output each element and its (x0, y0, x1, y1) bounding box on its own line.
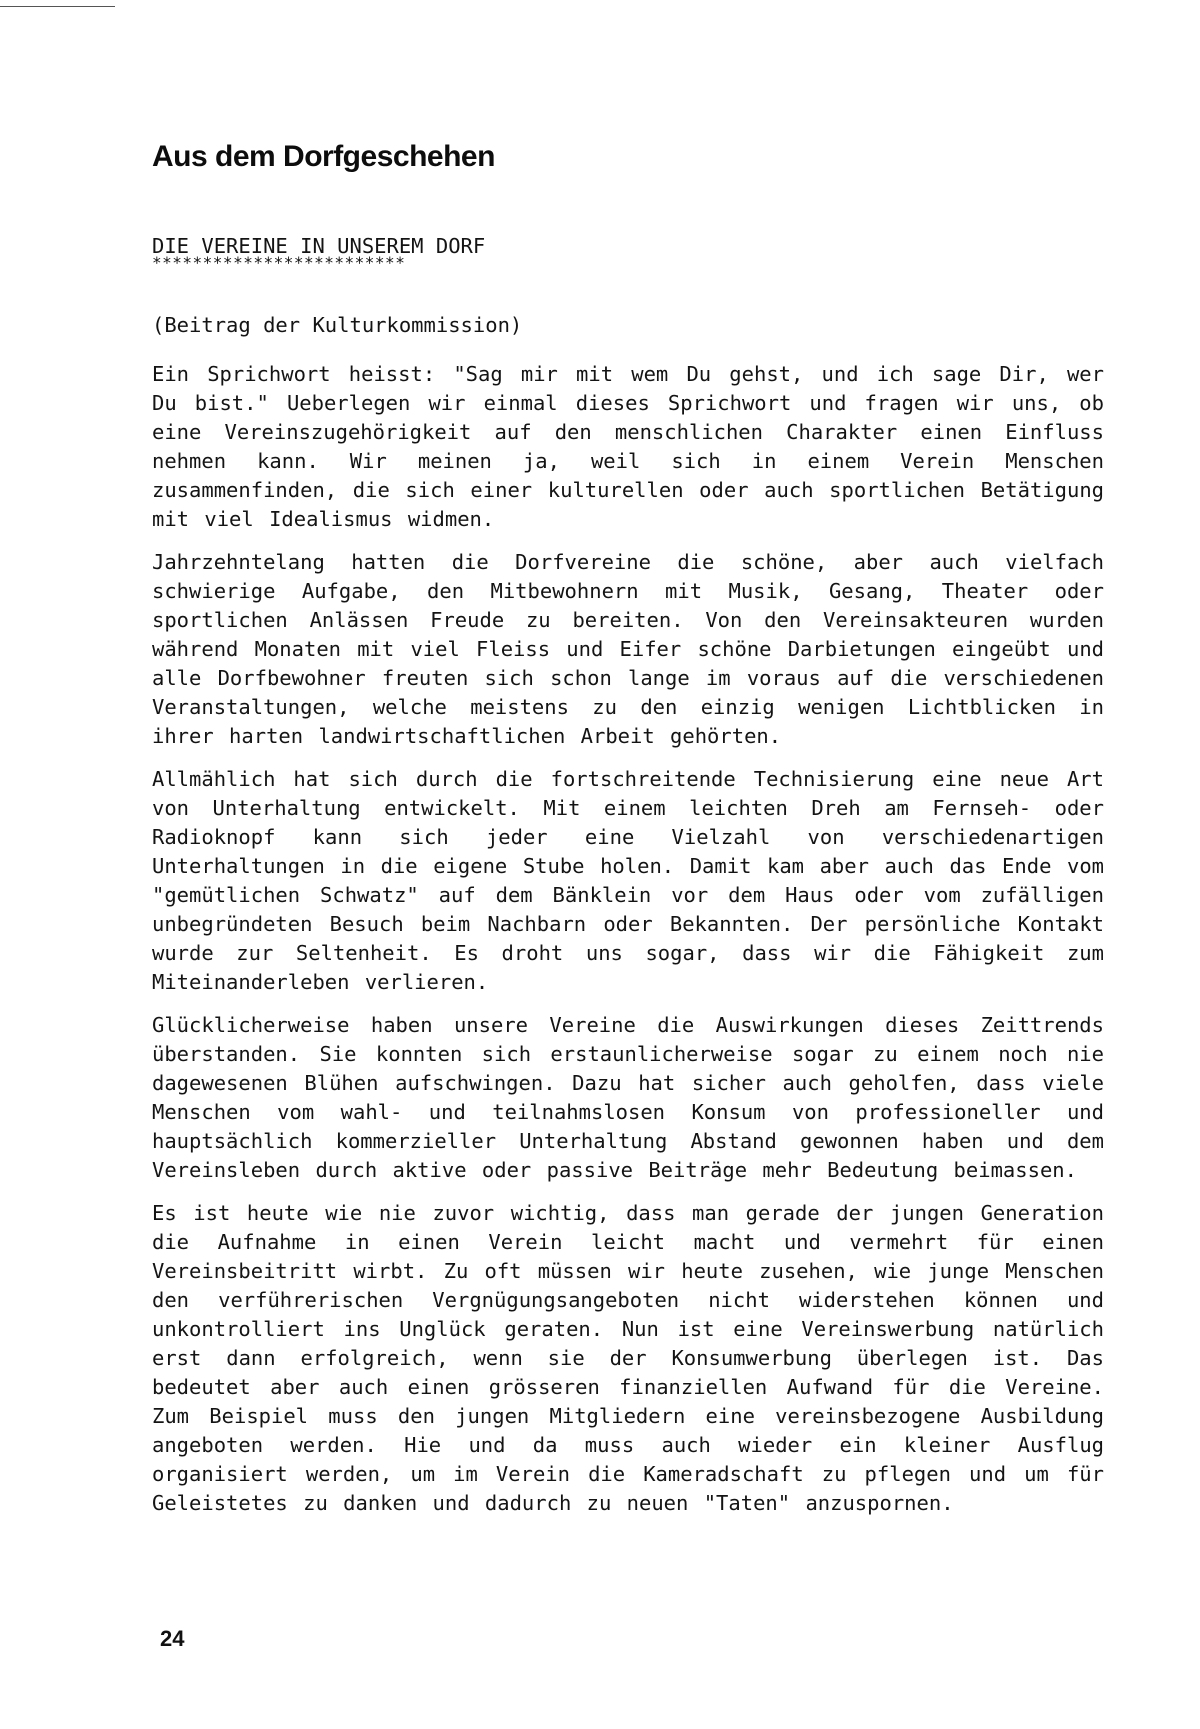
document-page (152, 140, 1104, 1532)
top-rule (0, 6, 115, 7)
paragraph-5: Es ist heute wie nie zuvor wichtig, dass man gerade der jungen Generation die Aufnahme in einen Verein leicht macht und vermehrt für einen Vereinsbeitritt wirbt. Zu oft müssen wir heute zusehen, wie junge Menschen den verführerischen Vergnügungsangeboten nicht widerstehen können und unkontrolliert ins Unglück geraten. Nun ist eine Vereinswerbung natürlich erst dann erfolgreich, wenn sie der Konsumwerbung überlegen ist. Das bedeutet aber auch einen grösseren finanziellen Aufwand für die Vereine. Zum Beispiel muss den jungen Mitgliedern eine vereinsbezogene Ausbildung angeboten werden. Hie und da muss auch wieder ein kleiner Ausflug organisiert werden, um im Verein die Kameradschaft zu pflegen und um für Geleistetes zu danken und dadurch zu neuen "Taten" anzuspornen. (152, 1201, 1104, 1515)
paragraph-4: Glücklicherweise haben unsere Vereine die Auswirkungen dieses Zeittrends überstanden. Sie konnten sich erstaunlicherweise sogar zu einem noch nie dagewesenen Blühen aufschwingen. Dazu hat sicher auch geholfen, dass viele Menschen vom wahl- und teilnahmslosen Konsum von professioneller und hauptsächlich kommerzieller Unterhaltung Abstand gewonnen haben und dem Vereinsleben durch aktive oder passive Beiträge mehr Bedeutung beimassen. (152, 1013, 1104, 1182)
heading-underline: ************************* (152, 253, 406, 272)
section-title: Aus dem Dorfgeschehen (152, 140, 495, 173)
article-heading: DIE VEREINE IN UNSEREM DORF (152, 234, 486, 258)
article-byline: (Beitrag der Kulturkommission) (152, 313, 523, 337)
paragraph-2: Jahrzehntelang hatten die Dorfvereine die schöne, aber auch vielfach schwierige Aufgabe, den Mitbewohnern mit Musik, Gesang, Theater oder sportlichen Anlässen Freude zu bereiten. Von den Vereinsakteuren wurden während Monaten mit viel Fleiss und Eifer schöne Darbietungen eingeübt und alle Dorfbewohner freuten sich schon lange im voraus auf die verschiedenen Veranstaltungen, welche meistens zu den einzig wenigen Lichtblicken in ihrer harten landwirtschaftlichen Arbeit gehörten. (152, 550, 1104, 748)
paragraph-3: Allmählich hat sich durch die fortschreitende Technisierung eine neue Art von Unterhaltung entwickelt. Mit einem leichten Dreh am Fernseh- oder Radioknopf kann sich jeder eine Vielzahl von verschiedenartigen Unterhaltungen in die eigene Stube holen. Damit kam aber auch das Ende vom "gemütlichen Schwatz" auf dem Bänklein vor dem Haus oder vom zufälligen unbegründeten Besuch beim Nachbarn oder Bekannten. Der persönliche Kontakt wurde zur Seltenheit. Es droht uns sogar, dass wir die Fähigkeit zum Miteinanderleben verlieren. (152, 767, 1104, 994)
paragraph-1: Ein Sprichwort heisst: "Sag mir mit wem Du gehst, und ich sage Dir, wer Du bist." Ueberlegen wir einmal dieses Sprichwort und fragen wir uns, ob eine Vereinszugehörigkeit auf den menschlichen Charakter einen Einfluss nehmen kann. Wir meinen ja, weil sich in einem Verein Menschen zusammenfinden, die sich einer kulturellen oder auch sportlichen Betätigung mit viel Idealismus widmen. (152, 362, 1104, 531)
article (152, 232, 1104, 1518)
page-number: 24 (160, 1626, 185, 1651)
